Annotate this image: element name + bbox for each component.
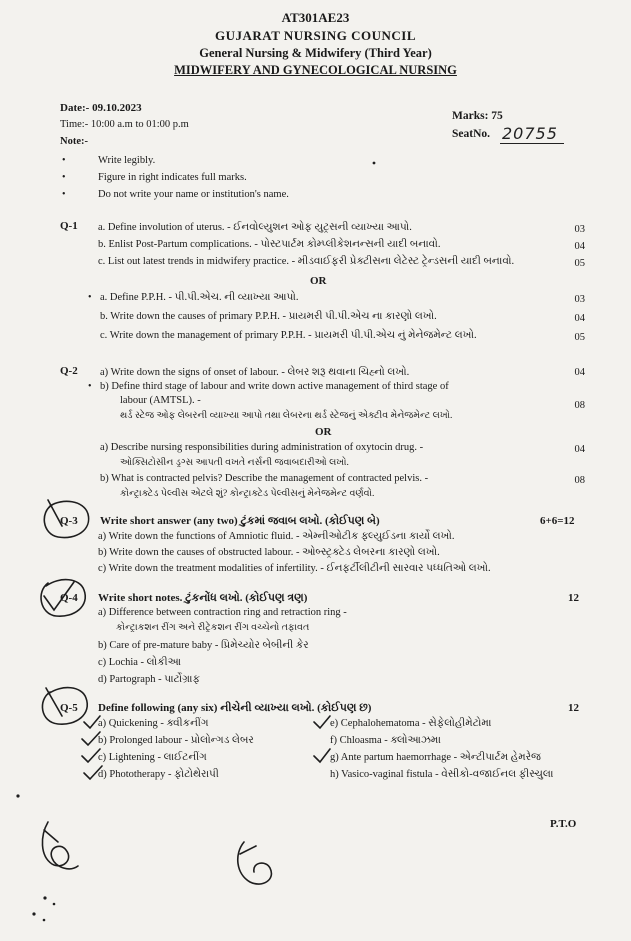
check-mark — [84, 716, 100, 728]
question-marks: 12 — [568, 592, 579, 604]
question-item: a) Quickening - ક્વીકનીંગ — [98, 718, 209, 729]
gujarati-text: ઓક્સિટોસીન ડ્રગ્સ આપતી વખતે નર્સની જવાબદારીઓ લખો. — [120, 458, 349, 468]
question-item: c) Write down the treatment modalities of infertility. - ઈનફર્ટીલીટીની સારવાર પધ્ધતિઓ લખો. — [98, 563, 491, 574]
page-turn-note: P.T.O — [550, 818, 577, 830]
council-name: GUJARAT NURSING COUNCIL — [215, 28, 416, 43]
question-item: g) Ante partum haemorrhage - એન્ટીપાર્ટમ હેમરેજ — [330, 752, 541, 763]
exam-date: Date:- 09.10.2023 — [60, 102, 142, 114]
question-item: labour (AMTSL). - — [120, 395, 201, 406]
question-item: b) Care of pre-mature baby - પ્રિમેચ્યોર બેબીની કેર — [98, 640, 309, 651]
item-marks: 08 — [574, 475, 585, 486]
question-label: Q-3 — [60, 515, 78, 527]
question-label: Q-5 — [60, 702, 78, 714]
question-title: Write short notes. ટુંકનોંધ લખો. (કોઈપણ ત્રણ) — [98, 592, 308, 604]
note-bullet: • — [62, 155, 66, 166]
note-item: Do not write your name or institution's name. — [98, 189, 289, 200]
note-bullet: • — [62, 189, 66, 200]
question-label: Q-1 — [60, 220, 78, 232]
seat-number-handwritten: 20755 — [500, 124, 564, 144]
seat-label: SeatNo. — [452, 128, 491, 140]
item-marks: 04 — [574, 241, 585, 252]
item-marks: 04 — [574, 313, 585, 324]
check-mark — [314, 749, 330, 762]
item-marks: 04 — [574, 444, 585, 455]
subject-title: MIDWIFERY AND GYNECOLOGICAL NURSING — [174, 63, 457, 77]
note-bullet: • — [62, 172, 66, 183]
question-item: b. Enlist Post-Partum complications. - પોસ્ટપાર્ટમ કોમ્પ્લીકેશનન્સની યાદી બનાવો. — [98, 239, 441, 250]
total-marks: Marks: 75 — [452, 110, 503, 122]
gujarati-text: કોન્ટ્રાક્ટેડ પેલ્વીસ એટલે શું? કોન્ટ્રાક્ટેડ પેલ્વીસનું મેનેજમેન્ટ વર્ણવો. — [120, 489, 375, 499]
or-separator: OR — [315, 426, 332, 438]
question-item: h) Vasico-vaginal fistula - વેસીકો-વજાઈનલ ફીસ્ચુલા — [330, 769, 554, 780]
question-item: a) Describe nursing responsibilities during administration of oxytocin drug. - — [100, 442, 424, 453]
question-marks: 12 — [568, 702, 579, 714]
question-item: c. List out latest trends in midwifery practice. - મીડવાઈફરી પ્રેક્ટીસના લેટેસ્ટ ટ્રેન્ડસની યાદી બનાવો. — [98, 256, 515, 267]
item-marks: 03 — [574, 294, 585, 305]
gujarati-text: થર્ડ સ્ટેજ ઓફ લેબરની વ્યાખ્યા આપો તથા લેબરના થર્ડ સ્ટેજનું એક્ટીવ મેનેજમેન્ટ લખો. — [120, 411, 453, 421]
question-label: Q-2 — [60, 365, 78, 377]
note-item: Write legibly. — [98, 155, 156, 166]
question-label: Q-4 — [60, 592, 78, 604]
paper-code: AT301AE23 — [281, 10, 350, 25]
scribble-mark — [42, 822, 78, 869]
question-title: Define following (any six) નીચેની વ્યાખ્યા લખો. (કોઈપણ છ) — [98, 702, 372, 714]
question-item: b) Define third stage of labour and write down active management of third stage of — [100, 381, 449, 392]
question-item: a) Write down the signs of onset of labour. - લેબર શરૂ થવાના ચિહ્નો લખો. — [100, 367, 410, 378]
item-marks: 08 — [574, 400, 585, 411]
question-item: d) Phototherapy - ફોટોથેરાપી — [98, 769, 219, 780]
scribble-mark — [238, 842, 272, 884]
or-separator: OR — [310, 275, 327, 287]
question-item: c) Lightening - લાઈટનીંગ — [98, 752, 207, 763]
item-marks: 05 — [574, 258, 585, 269]
question-item: f) Chloasma - ક્લોઆઝમા — [330, 735, 441, 746]
check-mark — [314, 716, 330, 728]
question-item: a) Difference between contraction ring and retraction ring - — [98, 607, 347, 618]
question-item: b) Prolonged labour - પ્રોલોન્ગડ લેબર — [98, 735, 254, 746]
question-item: d) Partograph - પાર્ટોગ્રાફ — [98, 674, 200, 685]
question-marks: 6+6=12 — [540, 515, 575, 527]
note-item: Figure in right indicates full marks. — [98, 172, 247, 183]
course-name: General Nursing & Midwifery (Third Year) — [199, 46, 432, 60]
gujarati-text: કોન્ટ્રાકશન રીંગ અને રીટ્રેકશન રીંગ વચ્ચેનો તફાવત — [116, 623, 310, 633]
question-item: b. Write down the causes of primary P.P.H. - પ્રાયમરી પી.પી.એચ ના કારણો લખો. — [100, 311, 437, 322]
check-mark — [82, 749, 100, 762]
check-mark — [84, 766, 102, 779]
item-marks: 03 — [574, 224, 585, 235]
question-item: a. Define involution of uterus. - ઈનવોલ્યુશન ઓફ યુટ્રસની વ્યાખ્યા આપો. — [98, 222, 412, 233]
question-item: c. Write down the management of primary P.P.H. - પ્રાયમરી પી.પી.એચ નું મેનેજમેન્ટ લખો. — [100, 330, 477, 341]
note-label: Note:- — [60, 136, 88, 147]
question-title: Write short answer (any two) ટુંકમાં જવાબ લખો. (કોઈપણ બે) — [100, 515, 380, 527]
question-item: e) Cephalohematoma - સેફેલોહીમેટોમા — [330, 718, 492, 729]
item-marks: 04 — [574, 367, 585, 378]
question-item: a) Write down the functions of Amniotic fluid. - એમ્નીઓટીક ફ્લ્યુઈડના કાર્યો લખો. — [98, 531, 455, 542]
question-item: b) Write down the causes of obstructed labour. - ઓબ્સ્ટ્રક્ટેડ લેબરના કારણો લખો. — [98, 547, 440, 558]
note-bullet: • — [88, 292, 92, 303]
check-mark — [82, 732, 100, 745]
note-bullet: • — [88, 381, 92, 392]
item-marks: 05 — [574, 332, 585, 343]
exam-time: Time:- 10:00 a.m to 01:00 p.m — [60, 119, 189, 130]
question-item: c) Lochia - લોકીઆ — [98, 657, 182, 668]
question-item: b) What is contracted pelvis? Describe the management of contracted pelvis. - — [100, 473, 429, 484]
question-item: a. Define P.P.H. - પી.પી.એચ. ની વ્યાખ્યા આપો. — [100, 292, 299, 303]
